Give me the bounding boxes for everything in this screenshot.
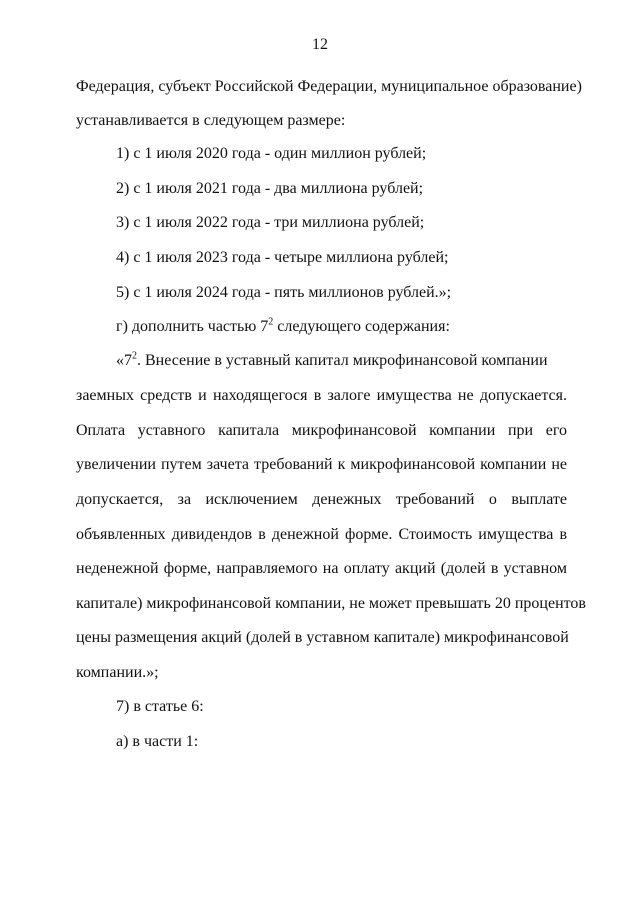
paragraph-line: капитале) микрофинансовой компании, не может превышать 20 процентов bbox=[76, 595, 586, 612]
paragraph-line: допускается, за исключением денежных требований о выплате bbox=[76, 491, 567, 508]
list-item: 2) с 1 июля 2021 года - два миллиона рублей; bbox=[116, 180, 424, 197]
paragraph-line: объявленных дивидендов в денежной форме. Стоимость имущества в bbox=[76, 526, 567, 543]
paragraph-last-line: компании.»; bbox=[76, 664, 159, 681]
paragraph-line: неденежной форме, направляемого на оплату акций (долей в уставном bbox=[76, 560, 567, 577]
paragraph-line: заемных средств и находящегося в залоге имущества не допускается. bbox=[76, 387, 567, 404]
paragraph-prefix: «7 bbox=[116, 352, 132, 369]
amendment-7-line: 7) в статье 6: bbox=[116, 698, 204, 715]
amendment-g-prefix: г) дополнить частью 7 bbox=[116, 318, 269, 335]
list-item: 3) с 1 июля 2022 года - три миллиона рублей; bbox=[116, 214, 425, 231]
paragraph-7-2-first-line bbox=[116, 352, 567, 370]
superscript: 2 bbox=[268, 316, 274, 328]
paragraph-line: Оплата уставного капитала микрофинансовой компании при его bbox=[76, 422, 567, 439]
page-number: 12 bbox=[312, 36, 328, 53]
paragraph-line: увеличении путем зачета требований к микрофинансовой компании не bbox=[76, 456, 567, 473]
amendment-g-line bbox=[116, 318, 450, 336]
text-line-established: устанавливается в следующем размере: bbox=[76, 112, 346, 129]
amendment-a-line: а) в части 1: bbox=[116, 733, 199, 750]
list-item: 1) с 1 июля 2020 года - один миллион рублей; bbox=[116, 145, 427, 162]
paragraph-first-text: . Внесение в уставный капитал микрофинансовой компании bbox=[137, 352, 548, 369]
text-line-federation: Федерация, субъект Российской Федерации, муниципальное образование) bbox=[76, 78, 582, 95]
amendment-g-suffix: следующего содержания: bbox=[273, 318, 450, 335]
paragraph-line: цены размещения акций (долей в уставном капитале) микрофинансовой bbox=[76, 629, 569, 646]
list-item: 4) с 1 июля 2023 года - четыре миллиона рублей; bbox=[116, 249, 449, 266]
list-item: 5) с 1 июля 2024 года - пять миллионов рублей.»; bbox=[116, 284, 452, 301]
superscript: 2 bbox=[132, 350, 137, 362]
